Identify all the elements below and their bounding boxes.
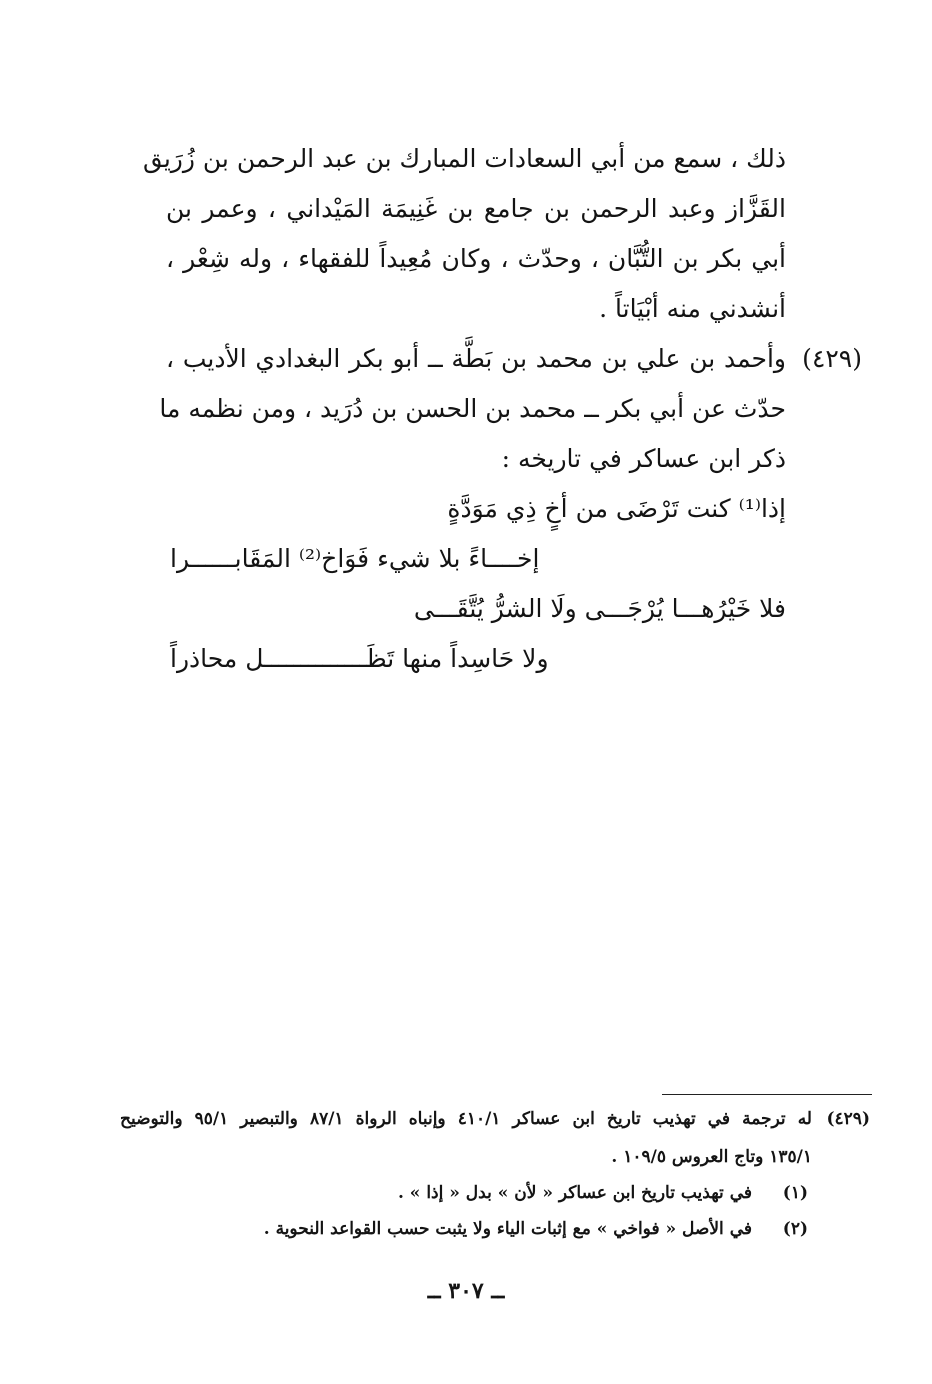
footnote-1-text: في تهذيب تاريخ ابن عساكر « لأن » بدل « إذا » . bbox=[397, 1183, 752, 1203]
footnote-main-line-2: ١٣٥/١ وتاج العروس ١٠٩/٥ . bbox=[611, 1147, 812, 1167]
footnote-main-line-1: له ترجمة في تهذيب تاريخ ابن عساكر ٤١٠/١ وإنباه الرواة ٨٧/١ والتبصير ٩٥/١ والتوضيح bbox=[120, 1109, 812, 1129]
footnote-2-text: في الأصل « فواخي » مع إثبات الياء ولا يثبت حسب القواعد النحوية . bbox=[263, 1219, 752, 1239]
body-line-3: أبي بكر بن التُّبَّان ، وحدّث ، وكان مُعِيداً للفقهاء ، وله شِعْر ، bbox=[166, 244, 786, 273]
verse-2-first-hemistich: فلا خَيْرُهـــا يُرْجَـــى ولَا الشرُّ يُتَّقَـــى bbox=[413, 594, 786, 623]
verse-1-second-hemistich: إخــــاءً بلا شيء فَوَاخ⁽²⁾ المَقَابــــــرا bbox=[170, 544, 540, 573]
entry-line-1: وأحمد بن علي بن محمد بن بَطَّة ــ أبو بكر البغدادي الأديب ، bbox=[166, 344, 786, 373]
entry-number: (٤٢٩) bbox=[802, 344, 862, 373]
body-line-1: ذلك ، سمع من أبي السعادات المبارك بن عبد الرحمن بن زُرَيق bbox=[143, 144, 786, 173]
page-number: ــ ٣٠٧ ــ bbox=[427, 1278, 505, 1304]
footnote-main-number: (٤٢٩) bbox=[826, 1109, 870, 1129]
body-line-4: أنشدني منه أبْيَاتاً . bbox=[599, 294, 786, 323]
entry-line-3: ذكر ابن عساكر في تاريخه : bbox=[501, 444, 786, 473]
entry-line-2: حدّث عن أبي بكر ــ محمد بن الحسن بن دُرَيد ، ومن نظمه ما bbox=[159, 394, 786, 423]
body-line-2: القَزَّاز وعبد الرحمن بن جامع بن غَنِيمَة المَيْداني ، وعمر بن bbox=[166, 194, 786, 223]
verse-2-second-hemistich: ولا حَاسِداً منها تَظَــــــــــــــل محاذراً bbox=[170, 644, 549, 673]
footnote-1-number: (١) bbox=[782, 1183, 808, 1203]
verse-1-first-hemistich: إذا⁽¹⁾ كنت تَرْضَى من أخٍ ذِي مَوَدَّةٍ bbox=[447, 494, 786, 523]
footnote-separator bbox=[662, 1094, 872, 1095]
footnote-2-number: (٢) bbox=[782, 1219, 808, 1239]
